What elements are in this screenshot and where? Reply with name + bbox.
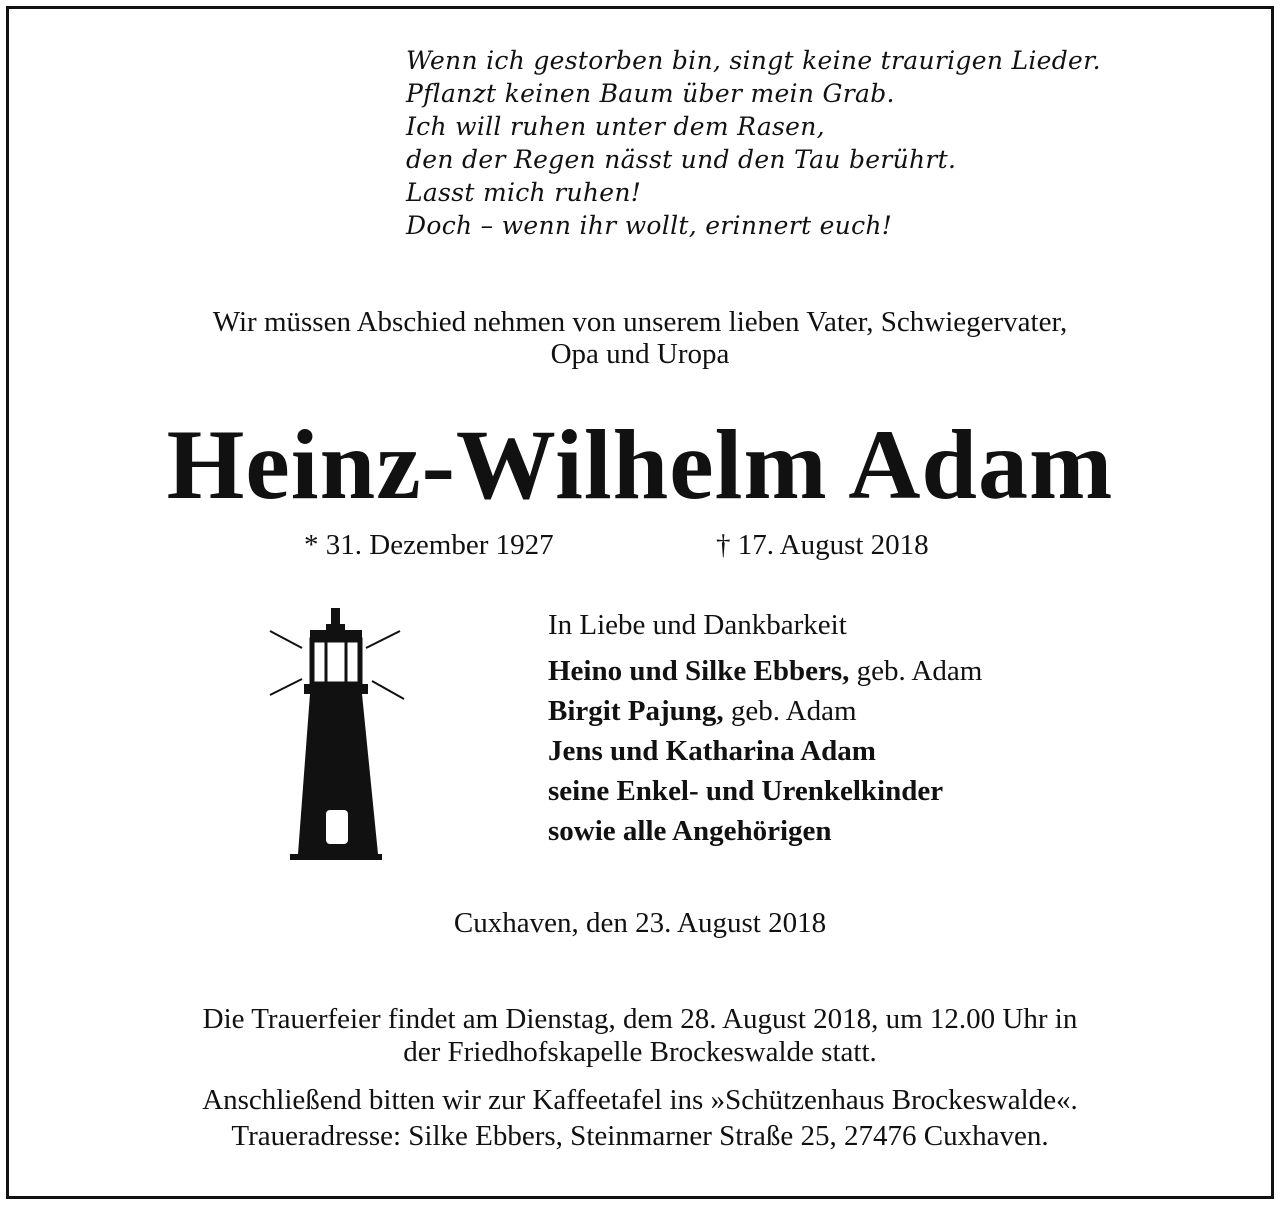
farewell-intro-line: Opa und Uropa <box>550 338 730 370</box>
poem <box>406 44 1101 242</box>
funeral-ceremony-info <box>0 1003 1280 1069</box>
family-member-name: Heino und Silke Ebbers, <box>548 655 850 687</box>
farewell-intro-line: Wir müssen Abschied nehmen von unserem lieben Vater, Schwiegervater, <box>212 306 1068 338</box>
place-and-date: Cuxhaven, den 23. August 2018 <box>453 907 827 939</box>
death-date: † 17. August 2018 <box>716 529 929 561</box>
family-member-note: geb. Adam <box>849 655 983 687</box>
mourning-address: Traueradresse: Silke Ebbers, Steinmarner Straße 25, 27476 Cuxhaven. <box>231 1120 1049 1152</box>
family-member <box>548 811 982 851</box>
family-heading: In Liebe und Dankbarkeit <box>548 609 847 641</box>
poem-line: Pflanzt keinen Baum über mein Grab. <box>406 79 895 108</box>
poem-line: den der Regen nässt und den Tau berührt. <box>406 145 957 174</box>
deceased-name: Heinz-Wilhelm Adam <box>166 409 1114 520</box>
lighthouse-icon <box>262 604 412 866</box>
family-member <box>548 651 982 691</box>
poem-line: Doch – wenn ihr wollt, erinnert euch! <box>406 211 893 240</box>
family-member <box>548 691 982 731</box>
family-member-name: Birgit Pajung, <box>548 695 724 727</box>
reception-and-address <box>0 1082 1280 1154</box>
birth-date: * 31. Dezember 1927 <box>304 529 554 561</box>
ceremony-line: Die Trauerfeier findet am Dienstag, dem 28. August 2018, um 12.00 Uhr in <box>202 1003 1078 1035</box>
family-member <box>548 771 982 811</box>
farewell-intro <box>0 306 1280 370</box>
family-member-name: sowie alle Angehörigen <box>548 815 832 847</box>
family-member <box>548 731 982 771</box>
family-member-name: seine Enkel- und Urenkelkinder <box>548 775 944 807</box>
family-member-note: geb. Adam <box>723 695 857 727</box>
family-list <box>548 605 982 851</box>
family-member-name: Jens und Katharina Adam <box>548 735 876 767</box>
poem-line: Lasst mich ruhen! <box>406 178 642 207</box>
reception-line: Anschließend bitten wir zur Kaffeetafel ins »Schützenhaus Brockeswalde«. <box>202 1084 1078 1116</box>
ceremony-line: der Friedhofskapelle Brockeswalde statt. <box>403 1036 877 1068</box>
poem-line: Ich will ruhen unter dem Rasen, <box>406 112 825 141</box>
poem-line: Wenn ich gestorben bin, singt keine traurigen Lieder. <box>406 46 1101 75</box>
